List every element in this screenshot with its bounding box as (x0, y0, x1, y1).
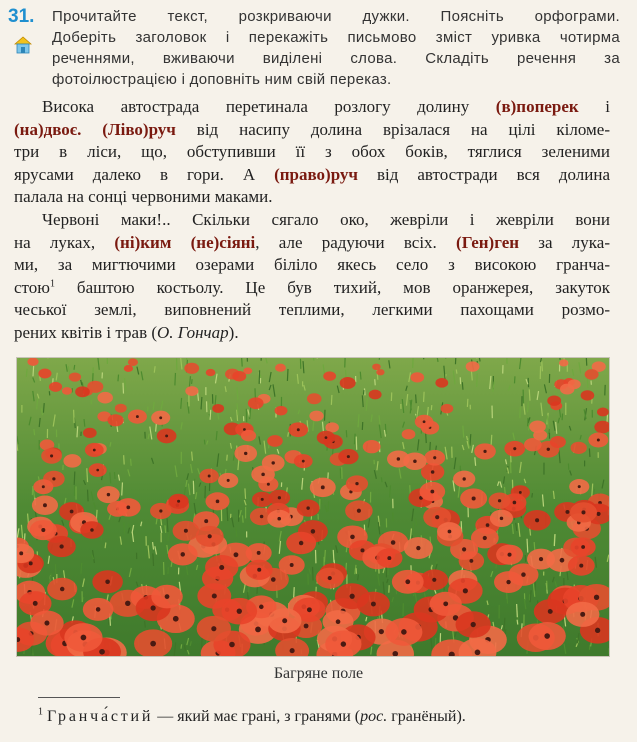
passage-line: три в ліси, що, обступивши її з обох боків, тяглися зеленими (14, 142, 610, 162)
passage-line: палала на сонці червоними маками. (14, 187, 273, 207)
house-icon (14, 36, 32, 54)
exercise-number: 31. (8, 6, 35, 27)
highlighted-word: (ні)ким (не)сіяні (114, 232, 256, 252)
highlighted-word: (Ген)ген (456, 232, 520, 252)
exercise-instructions (8, 6, 620, 90)
highlighted-word: (на)двоє. (14, 119, 82, 139)
highlighted-word: (в)поперек (495, 97, 579, 116)
passage-line: рених квітів і трав (О. Гончар). (14, 322, 239, 342)
instruction-line: Доберіть заголовок і перекажіть письмово зміст уривка чотирма (52, 29, 620, 46)
instruction-line: Прочитайте текст, розкриваючи дужки. Поясніть орфограми. (52, 8, 620, 25)
author-name: О. Гончар (157, 322, 229, 342)
highlighted-word: (Ліво)руч (102, 119, 176, 139)
footnote-mark: 1 (38, 706, 43, 718)
passage-line: Висока автострада перетинала розлогу долину (в)поперек і (42, 97, 610, 116)
footnote-mark: 1 (49, 278, 55, 290)
passage-line: Червоні маки!.. Скільки сягало око, жевріли і жевріли вони (42, 209, 610, 229)
passage-line: (на)двоє. (Ліво)руч від насипу долина врізалася на цілі кіломе- (14, 119, 610, 139)
highlighted-word: (право)руч (274, 164, 359, 184)
instruction-line: реченнями, вживаючи виділені слова. Складіть речення за (52, 50, 620, 67)
instruction-line: фотоілюстрацією і доповніть ним свій переказ. (52, 71, 392, 88)
passage-line: чеської землі, виповнений теплими, легкими пахощами розмо- (14, 300, 610, 320)
poppy-field-photo (16, 357, 610, 657)
photo-caption: Багряне поле (273, 665, 364, 682)
passage-line: ярусами далеко в гори. А (право)руч від автостради вся долина (14, 164, 610, 184)
reading-passage (14, 96, 610, 345)
footnote-term: Гранча́стий (47, 708, 154, 725)
footnote-divider (38, 697, 120, 698)
passage-line: на луках, (ні)ким (не)сіяні, але радуючи всіх. (Ген)ген за лука- (14, 232, 610, 252)
passage-line: ми, за мигтючими озерами біліло якесь село з високою гранча- (14, 255, 610, 275)
footnote: $^1$ Гранча́стий — який має грані, з гранями (рос. гранёный). (38, 706, 466, 725)
passage-line: стою$^1$ баштою костьолу. Це був тихий, мов оранжерея, закуток (14, 277, 610, 297)
